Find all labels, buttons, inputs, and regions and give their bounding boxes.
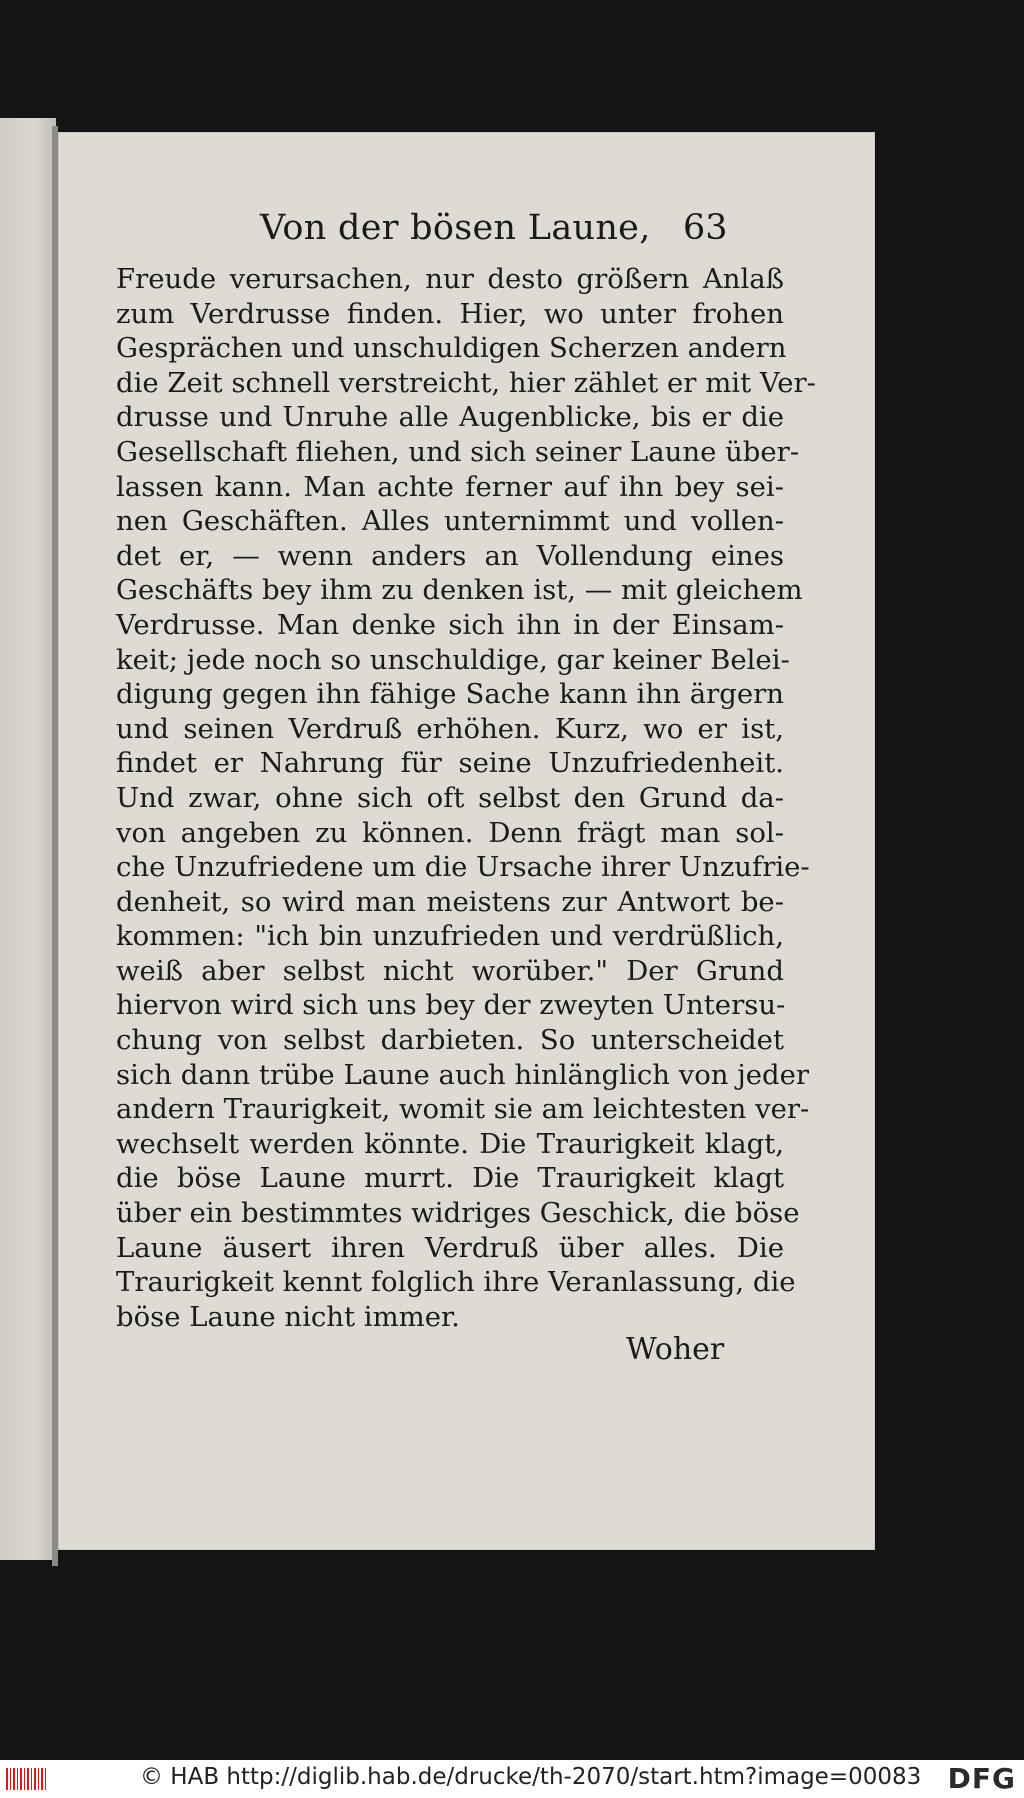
dfg-logo: DFG — [947, 1762, 1016, 1795]
previous-page-edge — [0, 118, 56, 1560]
text-line: zum Verdrusse finden. Hier, wo unter frohen — [116, 297, 784, 330]
text-line: Verdrusse. Man denke sich ihn in der Einsam- — [116, 608, 784, 641]
footer-credit-link[interactable]: © HAB http://diglib.hab.de/drucke/th-2070/start.htm?image=00083 — [140, 1764, 922, 1790]
text-line: wechselt werden könnte. Die Traurigkeit klagt, — [116, 1127, 784, 1160]
text-line: drusse und Unruhe alle Augenblicke, bis er die — [116, 401, 784, 434]
text-line: det er, — wenn anders an Vollendung eines — [116, 539, 784, 572]
text-line: böse Laune nicht immer. — [116, 1300, 460, 1333]
running-head-title: Von der bösen Laune, — [260, 208, 651, 248]
body-text — [116, 262, 816, 1334]
text-line: chung von selbst darbieten. So unterscheidet — [116, 1024, 784, 1057]
running-head — [58, 204, 875, 256]
text-line: über ein bestimmtes widriges Geschick, die böse — [116, 1197, 800, 1230]
text-line: hiervon wird sich uns bey der zweyten Untersu- — [116, 989, 786, 1022]
catchword: Woher — [626, 1332, 725, 1367]
barcode-icon — [6, 1768, 46, 1790]
text-line: Und zwar, ohne sich oft selbst den Grund da- — [116, 781, 784, 814]
text-line: denheit, so wird man meistens zur Antwort be- — [116, 885, 784, 918]
text-line: die böse Laune murrt. Die Traurigkeit klagt — [116, 1162, 784, 1195]
text-line: Gesellschaft fliehen, und sich seiner Laune über- — [116, 435, 800, 468]
text-line: Gesprächen und unschuldigen Scherzen andern — [116, 332, 787, 365]
text-line: nen Geschäften. Alles unternimmt und vollen- — [116, 505, 784, 538]
text-line: lassen kann. Man achte ferner auf ihn bey sei- — [116, 470, 784, 503]
text-line: die Zeit schnell verstreicht, hier zählet er mit Ver- — [116, 366, 816, 399]
book-page — [58, 132, 875, 1550]
text-line: Geschäfts bey ihm zu denken ist, — mit gleichem — [116, 574, 803, 607]
text-line: von angeben zu können. Denn frägt man sol- — [116, 816, 784, 849]
text-line: Freude verursachen, nur desto größern Anlaß — [116, 263, 784, 295]
text-line: und seinen Verdruß erhöhen. Kurz, wo er ist, — [116, 712, 784, 745]
text-line: Traurigkeit kennt folglich ihre Veranlassung, die — [116, 1266, 796, 1299]
text-line: digung gegen ihn fähige Sache kann ihn ärgern — [116, 678, 784, 711]
text-line: sich dann trübe Laune auch hinlänglich von jeder — [116, 1058, 810, 1091]
text-line: kommen: "ich bin unzufrieden und verdrüßlich, — [116, 920, 784, 953]
text-line: keit; jede noch so unschuldige, gar keiner Belei- — [116, 643, 790, 676]
text-line: Laune äusert ihren Verdruß über alles. Die — [116, 1231, 784, 1264]
text-line: findet er Nahrung für seine Unzufriedenheit. — [116, 747, 784, 780]
page-number: 63 — [683, 208, 728, 248]
footer-bar — [0, 1760, 1024, 1798]
text-line: che Unzufriedene um die Ursache ihrer Unzufrie- — [116, 851, 810, 884]
text-line: weiß aber selbst nicht worüber." Der Grund — [116, 954, 784, 987]
text-line: andern Traurigkeit, womit sie am leichtesten ver- — [116, 1093, 810, 1126]
